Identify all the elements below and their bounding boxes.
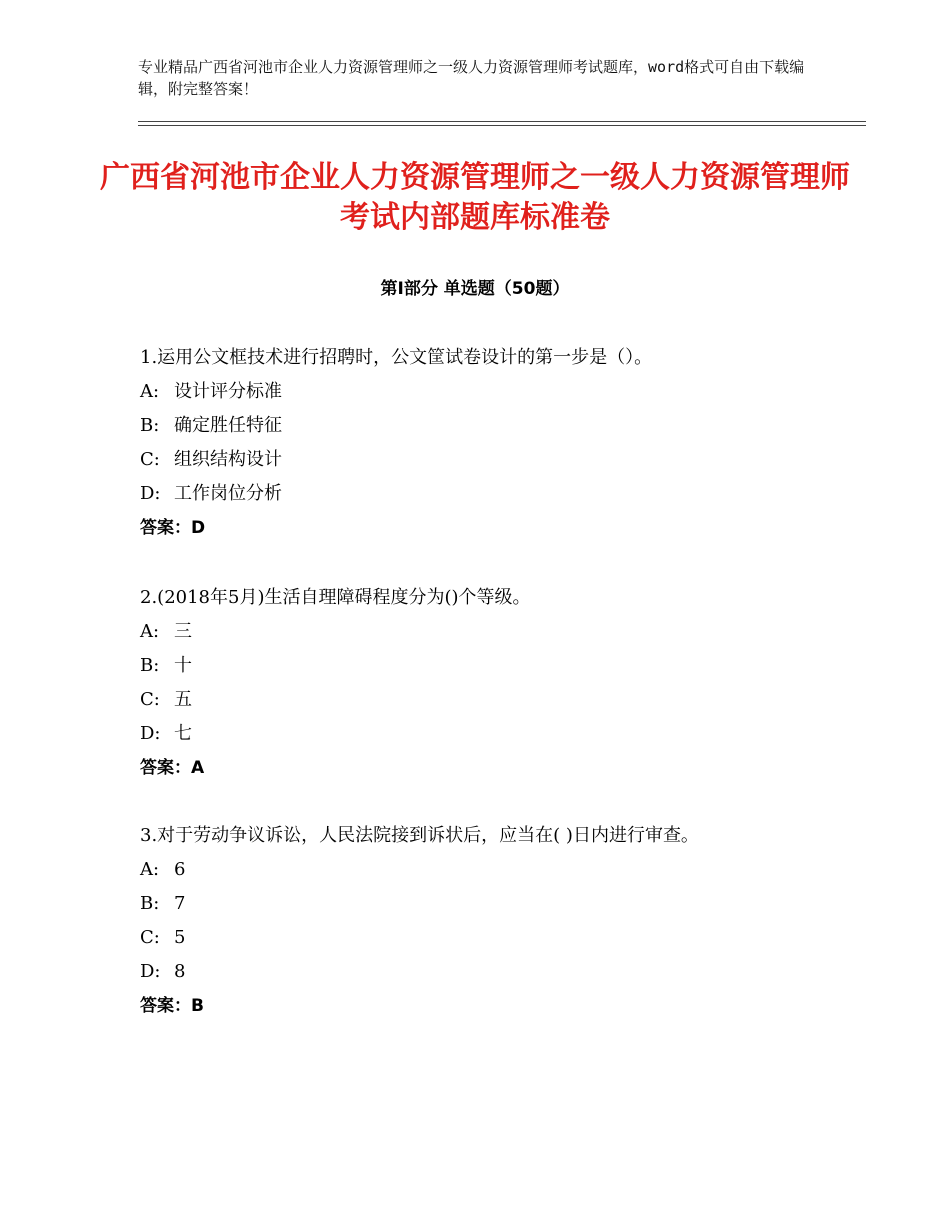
option-text: 8 [174,961,186,982]
question-stem: 2.(2018年5月)生活自理障碍程度分为()个等级。 [140,587,531,608]
option-letter: D: [140,723,161,744]
option-text: 7 [174,893,186,914]
header-divider-top [138,121,866,122]
option-text: 6 [174,859,186,880]
document-title: 广西省河池市企业人力资源管理师之一级人力资源管理师考试内部题库标准卷 [100,160,850,235]
option-b [140,652,800,680]
question-stem: 3.对于劳动争议诉讼，人民法院接到诉状后，应当在( )日内进行审查。 [140,825,699,846]
option-d [140,958,800,986]
option-letter: B: [140,893,160,914]
option-letter: C: [140,927,160,948]
option-d [140,720,800,748]
option-text: 十 [174,655,192,676]
option-letter: A: [140,621,160,642]
option-a [140,378,800,406]
header-divider-bottom [138,125,866,126]
option-text: 七 [174,723,192,744]
option-letter: A: [140,381,160,402]
option-letter: B: [140,415,160,436]
option-c [140,446,800,474]
option-text: 三 [174,621,192,642]
section-heading: 第Ⅰ部分 单选题（50题） [380,279,570,299]
option-letter: D: [140,961,161,982]
option-letter: C: [140,689,160,710]
option-letter: B: [140,655,160,676]
option-text: 5 [174,927,186,948]
option-a [140,856,800,884]
answer-label: 答案：A [140,758,205,778]
option-text: 五 [174,689,192,710]
answer-label: 答案：D [140,518,206,538]
option-letter: D: [140,483,161,504]
question-2 [140,584,800,782]
option-b [140,890,800,918]
option-text: 组织结构设计 [174,449,282,470]
option-text: 设计评分标准 [174,381,282,402]
question-stem: 1.运用公文框技术进行招聘时，公文筐试卷设计的第一步是（）。 [140,347,653,368]
question-3 [140,822,800,1020]
question-1 [140,344,800,542]
option-b [140,412,800,440]
option-d [140,480,800,508]
option-c [140,924,800,952]
option-c [140,686,800,714]
option-letter: C: [140,449,160,470]
answer-label: 答案：B [140,996,204,1016]
option-a [140,618,800,646]
option-text: 确定胜任特征 [174,415,282,436]
option-text: 工作岗位分析 [174,483,282,504]
header-note: 专业精品广西省河池市企业人力资源管理师之一级人力资源管理师考试题库，word格式可自由下载编辑，附完整答案！ [138,58,805,98]
option-letter: A: [140,859,160,880]
